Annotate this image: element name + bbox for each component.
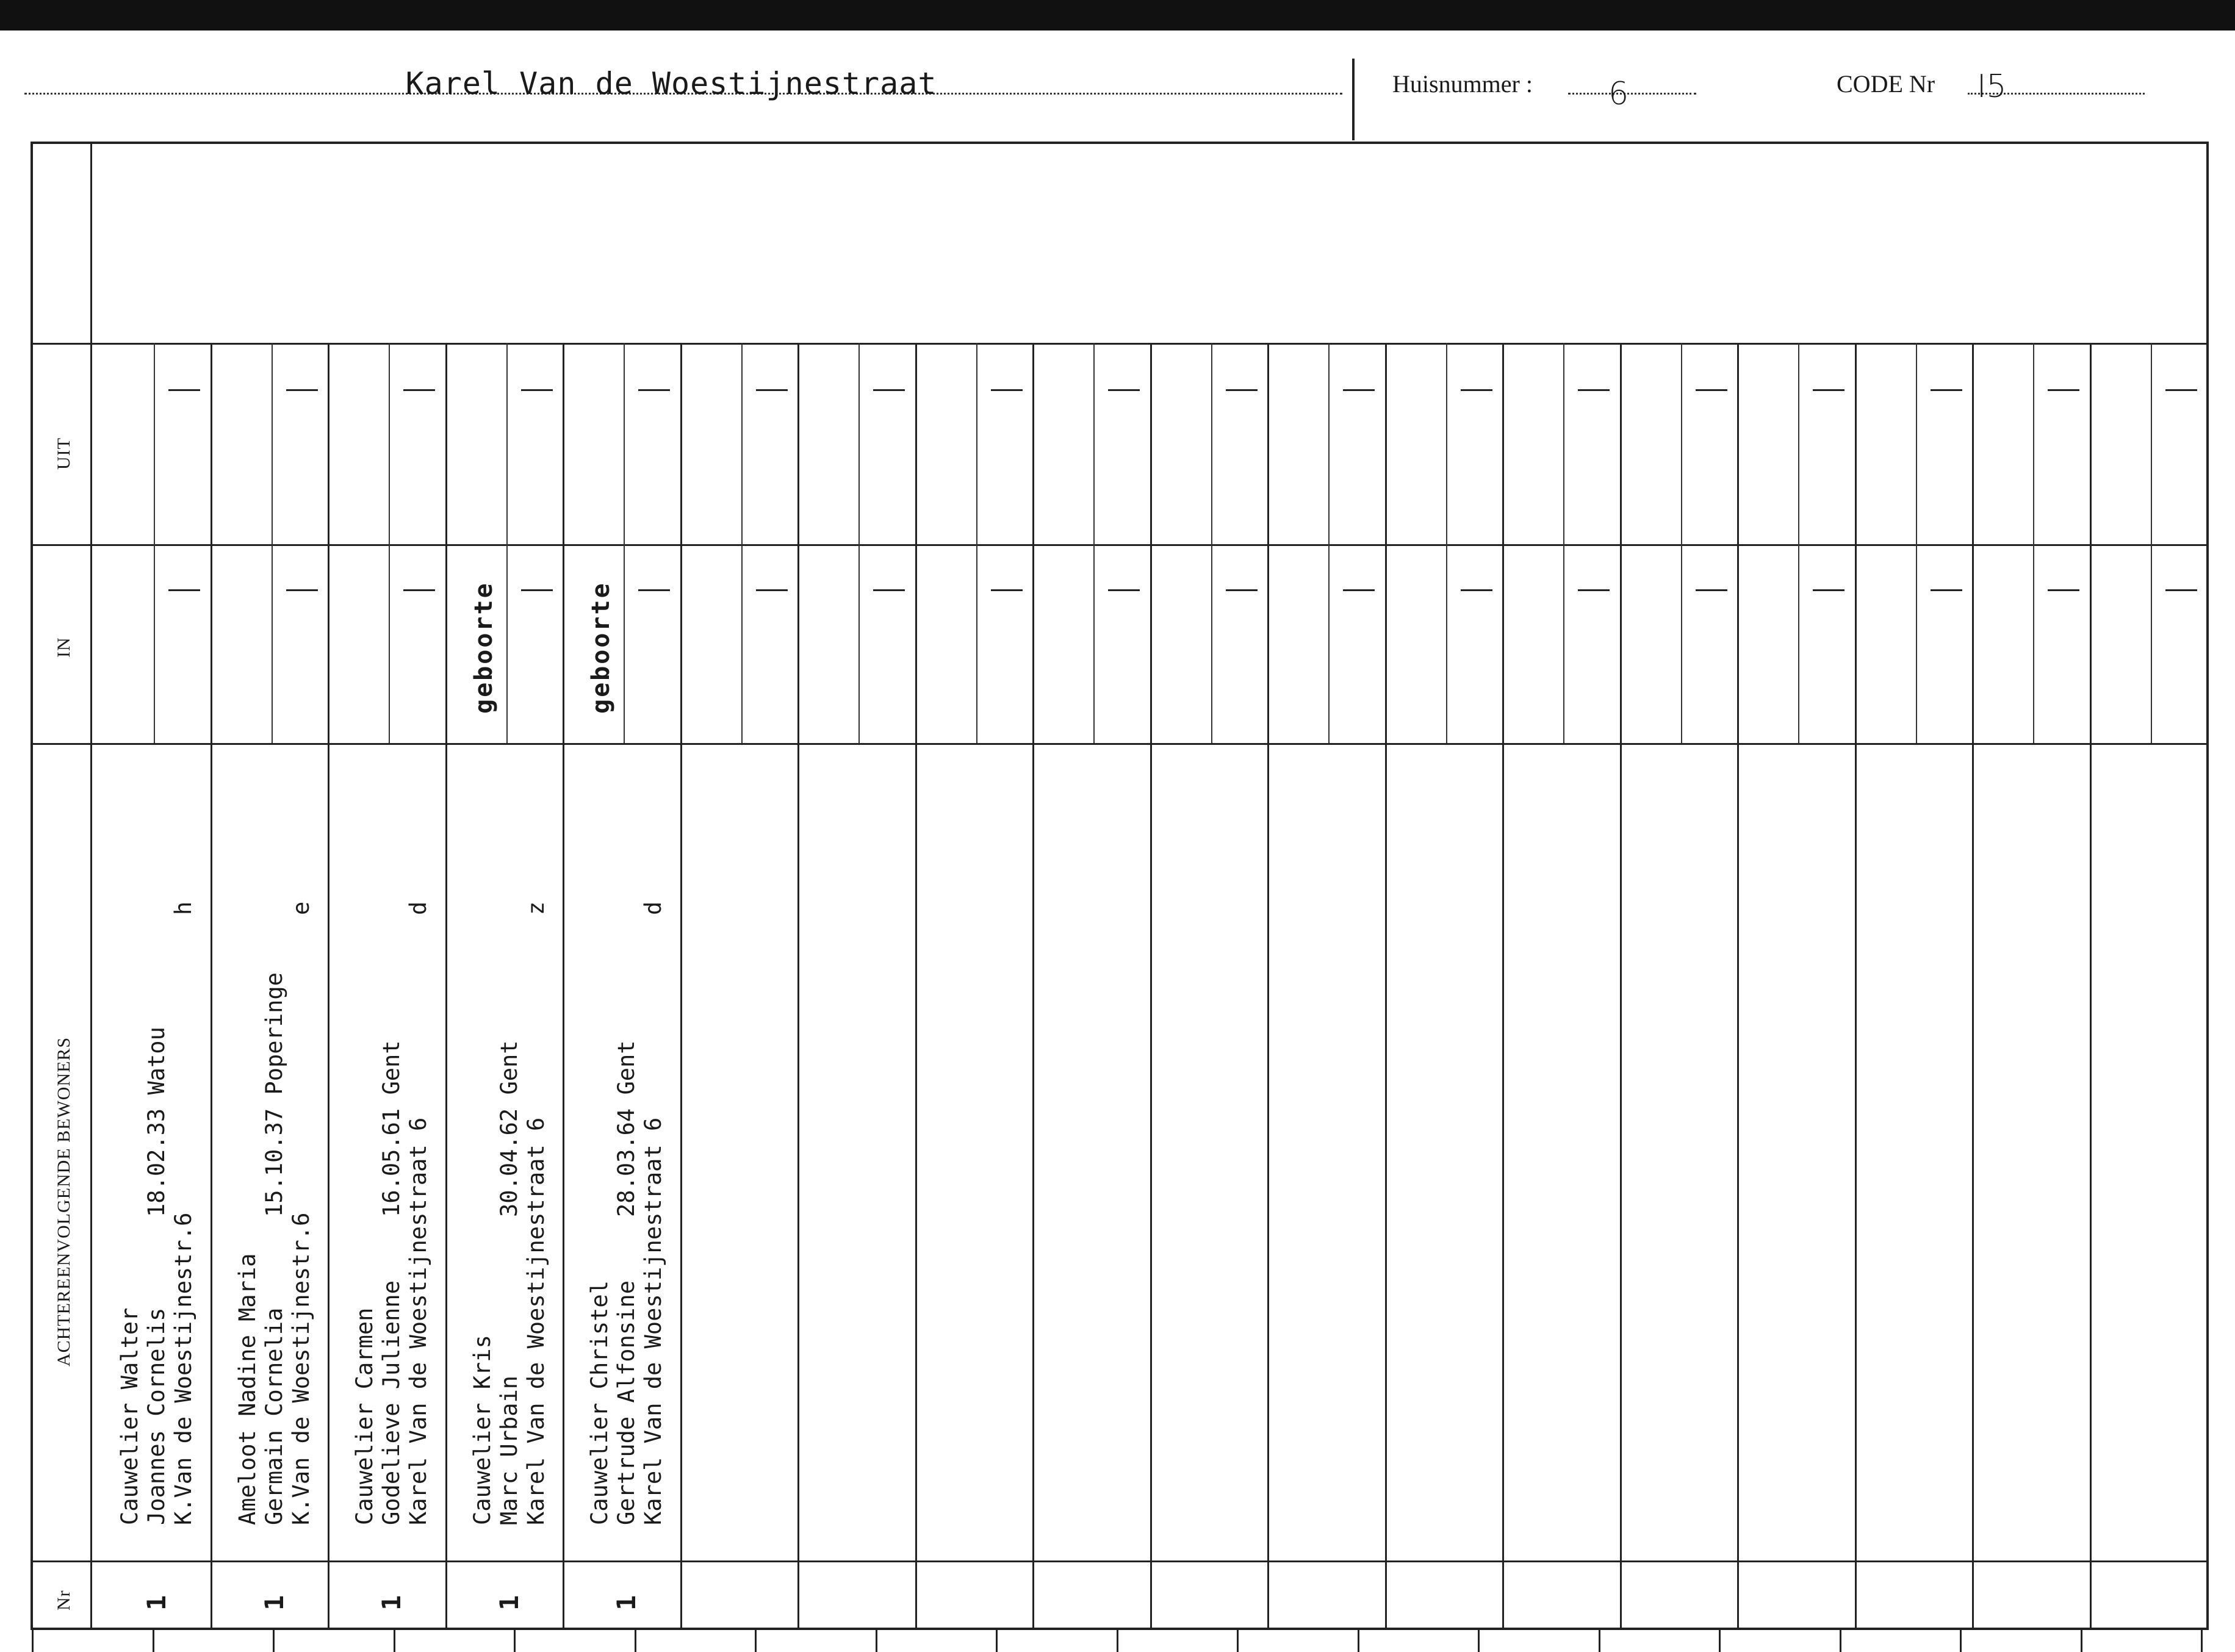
subcolumn-divider [1446,343,1447,743]
in-label: IN [54,637,74,658]
column-divider [1855,343,1857,1630]
column-divider [328,343,329,1630]
uit-dash [1813,389,1845,391]
subcolumn-divider [154,343,155,743]
resident-birth-date-place: 28.03.64 Gent [613,1040,639,1217]
ruler-tick [876,1628,877,1652]
resident-name-line2: Marc Urbain [495,1375,522,1525]
resident-address: K.Van de Woestijnestr.6 [170,1212,196,1525]
resident-name-line1: Cauwelier Kris [469,1335,495,1525]
resident-nr: 1 [494,1595,524,1611]
ruler-tick [1719,1628,1721,1652]
subcolumn-divider [389,343,390,743]
ruler-tick [394,1628,395,1652]
subcolumn-divider [741,343,743,743]
ruler-tick [1117,1628,1118,1652]
resident-birth-date-place: 30.04.62 Gent [495,1040,522,1217]
column-divider [1737,343,1739,1630]
subcolumn-divider [858,343,860,743]
subcolumn-divider [624,343,625,743]
uit-dash [403,389,435,391]
in-dash [1696,589,1727,591]
resident-name-line1: Cauwelier Carmen [351,1307,378,1525]
column-divider [211,343,212,1630]
uit-dash [1578,389,1610,391]
resident-name-line1: Cauwelier Christel [586,1280,613,1525]
uit-dash [756,389,788,391]
column-divider [797,343,799,1630]
column-divider [563,343,564,1630]
uit-dash [1343,389,1375,391]
uit-dash [1696,389,1727,391]
subcolumn-divider [1211,343,1212,743]
uit-dash [1108,389,1140,391]
resident-birth-date-place: 18.02.33 Watou [143,1027,170,1217]
resident-name-line2: Joannes Cornelis [143,1307,170,1525]
resident-address: Karel Van de Woestijnestraat 6 [640,1117,666,1525]
in-dash [403,589,435,591]
subcolumn-divider [2033,343,2034,743]
resident-address: Karel Van de Woestijnestraat 6 [405,1117,431,1525]
header-separator [1352,59,1355,140]
column-divider [1150,343,1152,1630]
resident-code: z [522,901,549,915]
resident-name-line2: Germain Cornelia [261,1307,287,1525]
in-dash [1813,589,1845,591]
in-row-top [31,544,2209,546]
ruler-tick [1237,1628,1239,1652]
scan-top-edge [0,0,2235,31]
nr-label: Nr [54,1590,74,1611]
residents-row-top [31,743,2209,745]
ruler-tick [1960,1628,1962,1652]
uit-dash [2165,389,2197,391]
ruler-tick [1599,1628,1600,1652]
uit-row-top [31,343,2209,345]
street-name: Karel Van de Woestijnestraat [405,66,937,101]
in-dash [1578,589,1610,591]
resident-nr: 1 [611,1595,641,1611]
column-divider [680,343,682,1630]
in-dash [521,589,553,591]
in-dash [2165,589,2197,591]
ruler-tick [32,1628,34,1652]
resident-nr: 1 [142,1595,171,1611]
column-divider [2090,343,2092,1630]
in-dash [1108,589,1140,591]
code-value: I5 [1977,68,2007,105]
label-column-divider [90,142,92,1630]
ruler-tick [996,1628,998,1652]
ruler-tick [755,1628,757,1652]
resident-birth-date-place: 15.10.37 Poperinge [261,972,287,1217]
column-divider [1267,343,1269,1630]
in-dash [1931,589,1962,591]
uit-dash [1931,389,1962,391]
uit-dash [1226,389,1258,391]
in-dash [2048,589,2079,591]
ruler-tick [1478,1628,1480,1652]
house-number-dotted-line [1568,93,1696,95]
house-number-label: Huisnummer : [1392,70,1533,98]
subcolumn-divider [1328,343,1330,743]
column-divider [1620,343,1622,1630]
ruler-tick [2081,1628,2082,1652]
subcolumn-divider [1916,343,1917,743]
resident-name-line2: Godelieve Julienne [378,1280,405,1525]
in-dash [168,589,200,591]
resident-nr: 1 [259,1595,289,1611]
ruler-tick [1358,1628,1359,1652]
in-dash [1343,589,1375,591]
uit-dash [638,389,670,391]
uit-dash [168,389,200,391]
column-divider [1972,343,1974,1630]
resident-code: h [170,901,196,915]
subcolumn-divider [506,343,508,743]
resident-birth-date-place: 16.05.61 Gent [378,1040,405,1217]
subcolumn-divider [1681,343,1682,743]
in-dash [873,589,905,591]
in-dash [756,589,788,591]
subcolumn-divider [1798,343,1799,743]
in-dash [991,589,1023,591]
uit-dash [873,389,905,391]
column-divider [1032,343,1034,1630]
subcolumn-divider [2151,343,2152,743]
nr-row-top [31,1560,2209,1562]
in-entry-geboorte: geboorte [469,581,498,714]
uit-dash [521,389,553,391]
ruler-tick [2201,1628,2203,1652]
subcolumn-divider [976,343,977,743]
resident-name-line2: Gertrude Alfonsine [613,1280,639,1525]
ruler-tick [273,1628,275,1652]
column-divider [1385,343,1387,1630]
uit-dash [1461,389,1492,391]
house-number-value: 6 [1608,76,1629,112]
resident-address: Karel Van de Woestijnestraat 6 [522,1117,549,1525]
ruler-tick [635,1628,636,1652]
in-dash [1226,589,1258,591]
resident-code: d [405,901,431,915]
uit-dash [2048,389,2079,391]
ruler-tick [153,1628,154,1652]
column-divider [445,343,447,1630]
subcolumn-divider [1563,343,1564,743]
uit-dash [286,389,318,391]
subcolumn-divider [272,343,273,743]
resident-nr: 1 [376,1595,406,1611]
ruler-tick [514,1628,516,1652]
resident-address: K.Van de Woestijnestr.6 [287,1212,314,1525]
residents-label: ACHTEREENVOLGENDE BEWONERS [54,1036,74,1366]
subcolumn-divider [1093,343,1095,743]
column-divider [915,343,917,1630]
in-dash [286,589,318,591]
resident-code: d [640,901,666,915]
in-dash [1461,589,1492,591]
in-entry-geboorte: geboorte [587,581,615,714]
uit-dash [991,389,1023,391]
code-label: CODE Nr [1837,70,1935,98]
column-divider [1502,343,1504,1630]
resident-code: e [287,901,314,915]
ruler-tick [1840,1628,1841,1652]
in-dash [638,589,670,591]
resident-name-line1: Cauwelier Walter [117,1307,143,1525]
uit-label: UIT [54,437,74,470]
resident-name-line1: Ameloot Nadine Maria [234,1253,261,1525]
